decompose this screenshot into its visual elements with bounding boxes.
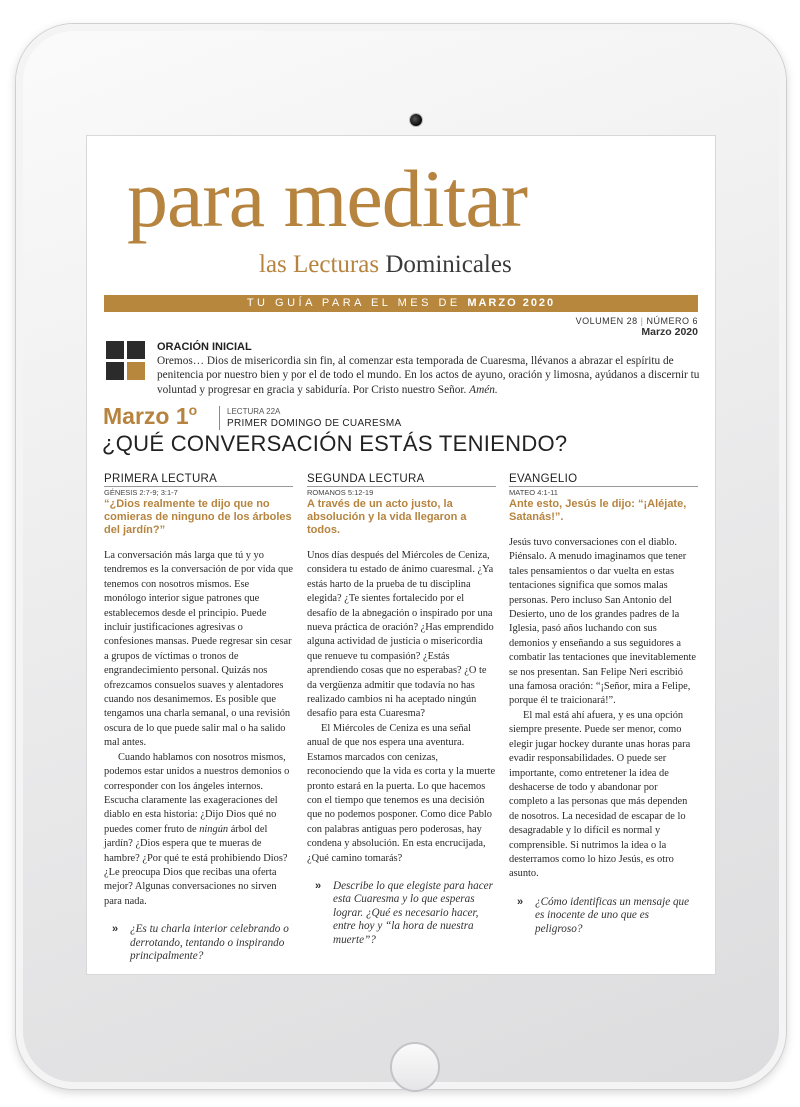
guide-banner: [104, 295, 698, 312]
date-ordinal: o: [188, 402, 198, 418]
reflection-question: [509, 896, 698, 936]
logo-square: [106, 362, 124, 380]
camera-icon: [410, 114, 422, 126]
highlight-quote: “¿Dios realmente te dijo que no comieras de ninguno de los árboles del jardín?”: [104, 498, 292, 536]
scripture-reference: ROMANOS 5:12-19: [307, 488, 374, 497]
issue-info: [576, 316, 698, 338]
reflection-text: Describe lo que elegiste para hacer esta Cuaresma y lo que esperas lograr. ¿Qué es necesario hacer, entre hoy y “la hora de nuestra muerte”?: [333, 879, 494, 946]
sunday-name: PRIMER DOMINGO DE CUARESMA: [227, 418, 402, 429]
prayer-heading: ORACIÓN INICIAL: [157, 341, 252, 353]
reflection-text: ¿Cómo identificas un mensaje que es inocente de uno que es peligroso?: [535, 895, 690, 935]
guide-month: MARZO 2020: [467, 297, 556, 309]
highlight-quote: Ante esto, Jesús le dijo: “¡Aléjate, Satanás!”.: [509, 498, 687, 523]
squares-logo-icon: [106, 341, 145, 380]
highlight-quote: A través de un acto justo, la absolución y la vida llegaron a todos.: [307, 498, 467, 536]
reflection-question: [307, 880, 496, 947]
home-button[interactable]: [390, 1042, 440, 1092]
paragraph-text: Cuando hablamos con nosotros mismos, podemos estar unidos a nuestros demonios o corresponder con los ángeles internos. Escucha claramente las exageraciones del diablo en esta historia: ¿Dijo Dios qué no puedes comer fruto de: [104, 751, 290, 835]
issue-separator: |: [640, 316, 644, 326]
paragraph: El Miércoles de Ceniza es una señal anual de que nos espera una aventura. Estamos marcados con cenizas, reconociendo que la vida es corta y la muerte pronto estará en la puerta. Lo que hacemos con el tiempo que tenemos es una decisión que no podemos posponer. Como dice Pablo con palabras antiguas pero poderosas, hay condena y absolución. En esta encrucijada, ¿Qué camino tomarás?: [307, 722, 496, 864]
lectionary-number: LECTURA 22A: [227, 407, 281, 416]
reflection-marker-icon: »: [315, 879, 322, 892]
issue-date: Marzo 2020: [641, 326, 698, 338]
date-day: Marzo 1: [103, 403, 189, 429]
column-body: [509, 536, 698, 882]
prayer-amen: Amén.: [469, 383, 498, 396]
scripture-reference: MATEO 4:1-11: [509, 488, 558, 497]
column-heading: PRIMERA LECTURA: [104, 473, 293, 487]
logo-square-accent: [127, 362, 145, 380]
column-second-reading: [307, 473, 496, 947]
column-body: [104, 549, 293, 909]
column-heading: EVANGELIO: [509, 473, 698, 487]
column-heading: SEGUNDA LECTURA: [307, 473, 496, 487]
main-question: ¿QUÉ CONVERSACIÓN ESTÁS TENIENDO?: [102, 431, 568, 456]
reflection-text: ¿Es tu charla interior celebrando o derrotando, tentando o inspirando principalmente?: [130, 923, 289, 962]
paragraph: Jesús tuvo conversaciones con el diablo. Piénsalo. A menudo imaginamos que tener tales pensamientos o dar vuelta en estas tentaciones significa que somos malas personas. Pero incluso San Antonio del Desierto, uno de los grandes padres de la Iglesia, pasó años luchando con sus demonios y enseñando a sus seguidores a combatir las tentaciones que inevitablemente se nos presentan. San Felipe Neri escribió una famosa oración: “¡Señor, mira a Felipe, porque él te traicionará!”.: [509, 537, 696, 707]
volume-label: VOLUMEN 28: [575, 316, 638, 326]
paragraph: Unos días después del Miércoles de Ceniza, considera tu estado de ánimo cuaresmal. ¿Ya estás harto de la prueba de tu disciplina elegida? ¿Te sientes fortalecido por el desafío de la abnegación o inspirado por una nueva práctica de oración? ¿Has emprendido alguna actividad de justicia o misericordia que renueve tu compasión? ¿Estás aprendiendo cosas que no esperabas? ¿O te da vergüenza admitir que todavía no has realizado cambios ni ha aceptado ningún desafío para esta Cuaresma?: [307, 550, 494, 720]
prayer-text: [157, 354, 705, 397]
paragraph: La conversación más larga que tú y yo tendremos es la conversación de por vida que tenemos con nosotros mismos. Ese monólogo interior sigue patrones que establecemos desde el principio. Puede incluir justificaciones agresivas o confesiones mansas. Puede regresar sin cesar a grupos de víctimas o tronos de engrandecimiento personal. Quizás nos ofrezcamos consuelos suaves y alentadores cuando nos desanimemos. Es posible que tengamos una charla semanal, o una revisión oscura de lo que puede salir mal o ha salido mal antes.: [104, 550, 293, 749]
reflection-marker-icon: »: [517, 895, 524, 908]
prayer-body: Oremos… Dios de misericordia sin fin, al comenzar esta temporada de Cuaresma, llévanos a abrazar el espíritu de penitencia por nuestro bien y por el de todo el mundo. En los actos de ayuno, oración y limosna, ayúdanos a discernir tu voluntad y progresar en gracia y sabiduría. Por Cristo nuestro Señor.: [157, 355, 700, 396]
logo-square: [106, 341, 124, 359]
scripture-reference: GÉNESIS 2:7-9; 3:1-7: [104, 488, 178, 497]
column-gospel: [509, 473, 698, 936]
issue-number: NÚMERO 6: [646, 316, 698, 326]
masthead-title: para meditar: [127, 153, 528, 244]
reflection-question: [104, 923, 293, 963]
logo-square: [127, 341, 145, 359]
paragraph-emphasis: ningún: [199, 823, 229, 835]
column-body: [307, 549, 496, 866]
subtitle-part-a: las Lecturas: [259, 251, 380, 278]
guide-prefix: TU GUÍA PARA EL MES DE: [246, 297, 461, 309]
document-page: [87, 136, 715, 974]
paragraph: [104, 751, 293, 909]
reflection-marker-icon: »: [112, 923, 119, 936]
masthead-subtitle: [259, 252, 512, 277]
date-divider: [219, 406, 220, 430]
subtitle-part-b: Dominicales: [385, 251, 512, 278]
column-first-reading: [104, 473, 293, 963]
reading-date: [103, 402, 197, 430]
paragraph-text: árbol del jardín? ¿Dios espera que te mueras de hambre? ¿Por qué te está prohibiendo Dios? ¿Le preocupa Dios que recibas una oferta mejor? Algunas conversaciones no sirven para nada.: [104, 823, 288, 907]
paragraph: El mal está ahí afuera, y es una opción siempre presente. Puede ser menor, como elegir jugar hockey durante unas horas para evadir responsabilidades. O puede ser importante, como entretener la idea de deshacerse de todo y abandonar por completo a las personas que más dependen de nosotros. La necesidad de escapar de lo desagradable y lo difícil es normal y comprensible. Si nutrimos la idea o la desterramos como lo hizo Jesús, es otro asunto.: [509, 709, 691, 880]
